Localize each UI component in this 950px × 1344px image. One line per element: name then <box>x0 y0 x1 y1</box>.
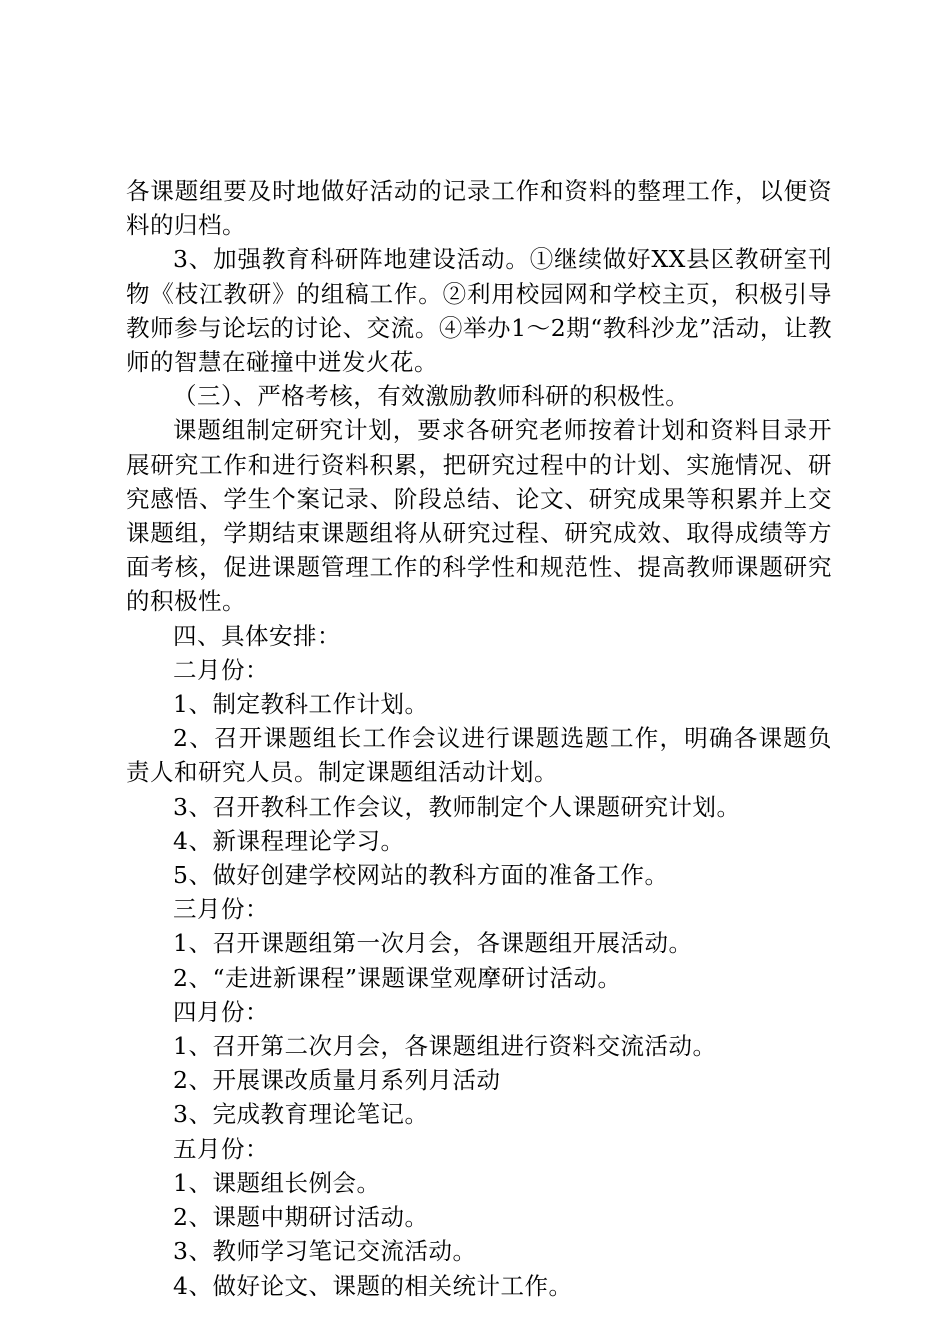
paragraph-research-plan: 课题组制定研究计划，要求各研究老师按着计划和资料目录开展研究工作和进行资料积累，把研究过程中的计划、实施情况、研究感悟、学生个案记录、阶段总结、论文、研究成果等积累并上交课题组，学期结束课题组将从研究过程、研究成效、取得成绩等方面考核，促进课题管理工作的科学性和规范性、提高教师课题研究的积极性。 <box>126 416 832 616</box>
list-item: 1、召开课题组第一次月会，各课题组开展活动。 <box>173 929 693 958</box>
list-item: 3、教师学习笔记交流活动。 <box>173 1237 477 1266</box>
list-item: 1、制定教科工作计划。 <box>173 690 429 719</box>
paragraph-archiving: 各课题组要及时地做好活动的记录工作和资料的整理工作，以便资料的归档。 <box>126 177 832 240</box>
list-item: 2、课题中期研讨活动。 <box>173 1203 429 1232</box>
section-heading-schedule: 四、具体安排： <box>173 621 341 650</box>
month-heading-march: 三月份： <box>173 895 269 924</box>
list-item: 1、课题组长例会。 <box>173 1168 381 1197</box>
month-heading-april: 四月份： <box>173 997 269 1026</box>
month-heading-february: 二月份： <box>173 655 269 684</box>
paragraph-research-base: 3、加强教育科研阵地建设活动。①继续做好XX县区教研室刊物《枝江教研》的组稿工作。②利用校园网和学校主页，积极引导教师参与论坛的讨论、交流。④举办1～2期“教科沙龙”活动，让教师的智慧在碰撞中迸发火花。 <box>126 245 832 377</box>
list-item: 1、召开第二次月会，各课题组进行资料交流活动。 <box>173 1032 717 1061</box>
list-item: 3、召开教科工作会议，教师制定个人课题研究计划。 <box>173 792 741 821</box>
list-item: 4、做好论文、课题的相关统计工作。 <box>173 1271 573 1300</box>
month-heading-may: 五月份： <box>173 1134 269 1163</box>
list-item: 3、完成教育理论笔记。 <box>173 1100 429 1129</box>
section-heading-assessment: （三）、严格考核，有效激励教师科研的积极性。 <box>173 382 690 411</box>
list-item: 5、做好创建学校网站的教科方面的准备工作。 <box>173 861 669 890</box>
document-body <box>126 174 832 1303</box>
list-item: 4、新课程理论学习。 <box>173 826 405 855</box>
list-item: 2、开展课改质量月系列月活动 <box>173 1066 501 1095</box>
list-item: 2、“走进新课程”课题课堂观摩研讨活动。 <box>173 963 622 992</box>
list-item: 2、召开课题组长工作会议进行课题选题工作，明确各课题负责人和研究人员。制定课题组活动计划。 <box>126 724 832 787</box>
